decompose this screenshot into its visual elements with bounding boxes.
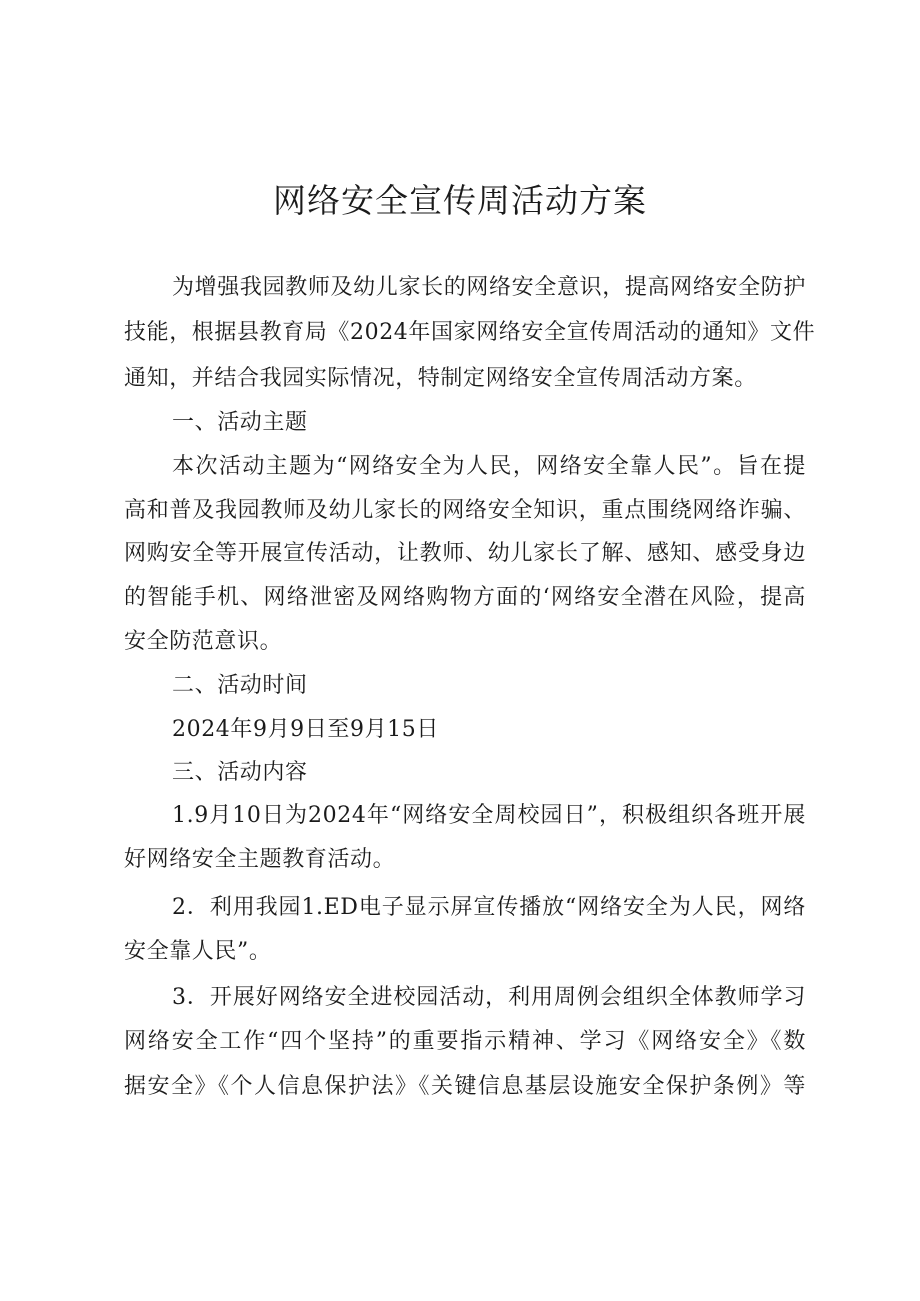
content-item-2-line-1: 2．利用我园1.ED电子显示屏宣传播放“网络安全为人民，网络 — [172, 895, 806, 920]
section-heading-content: 三、活动内容 — [172, 760, 308, 785]
intro-line-3: 通知，并结合我园实际情况，特制定网络安全宣传周活动方案。 — [124, 366, 757, 391]
document-title: 网络安全宣传周活动方案 — [273, 181, 647, 220]
theme-line-2: 高和普及我园教师及幼儿家长的网络安全知识，重点围绕网络诈骗、 — [124, 498, 806, 523]
intro-line-1: 为增强我园教师及幼儿家长的网络安全意识，提高网络安全防护 — [172, 275, 806, 300]
theme-line-4: 的智能手机、网络泄密及网络购物方面的‘网络安全潜在风险，提高 — [124, 585, 806, 610]
content-item-3-line-3: 据安全》《个人信息保护法》《关键信息基层设施安全保护条例》等 — [124, 1074, 806, 1099]
activity-date: 2024年9月9日至9月15日 — [172, 717, 439, 742]
content-item-2-line-2: 安全靠人民”。 — [124, 939, 272, 964]
section-heading-theme: 一、活动主题 — [172, 410, 308, 435]
content-item-1-line-2: 好网络安全主题教育活动。 — [124, 847, 396, 872]
content-item-3-line-1: 3．开展好网络安全进校园活动，利用周例会组织全体教师学习 — [172, 985, 806, 1010]
content-item-3-line-2: 网络安全工作“四个坚持”的重要指示精神、学习《网络安全》《数 — [124, 1029, 806, 1054]
theme-line-1: 本次活动主题为“网络安全为人民，网络安全靠人民”。旨在提 — [172, 454, 806, 479]
content-item-1-line-1: 1.9月10日为2024年“网络安全周校园日”，积极组织各班开展 — [172, 803, 806, 828]
section-heading-time: 二、活动时间 — [172, 673, 308, 698]
theme-line-3: 网购安全等开展宣传活动，让教师、幼儿家长了解、感知、感受身边 — [124, 541, 806, 566]
intro-line-2: 技能，根据县教育局《2024年国家网络安全宣传周活动的通知》文件 — [124, 320, 816, 345]
theme-line-5: 安全防范意识。 — [124, 629, 283, 654]
